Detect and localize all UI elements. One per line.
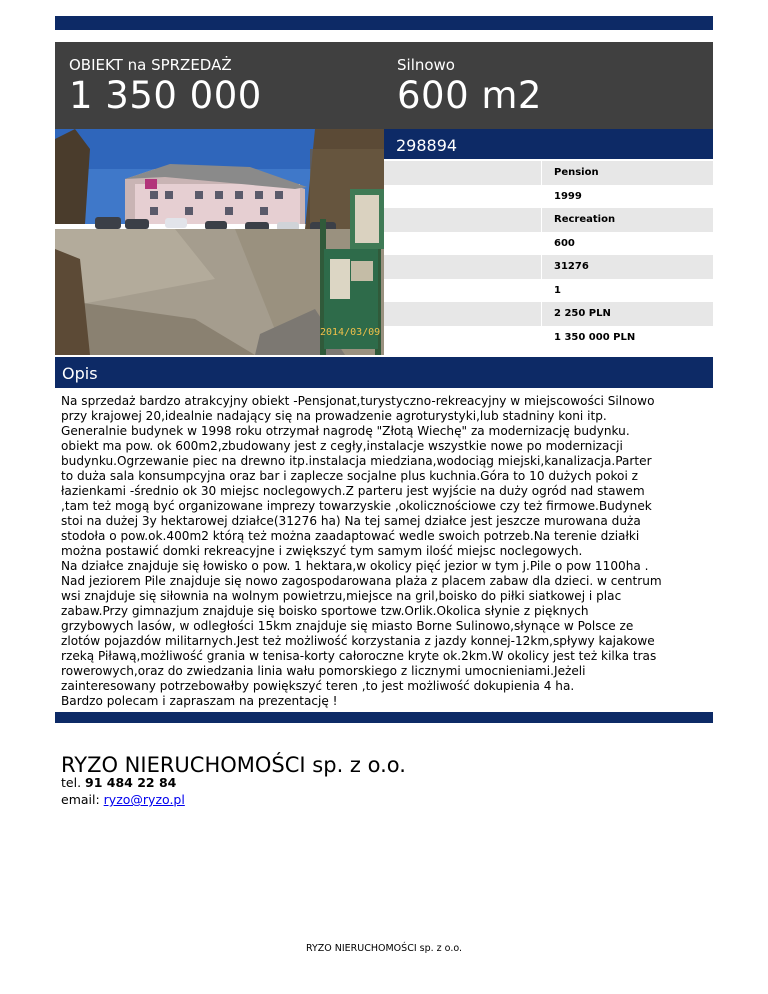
spec-row	[384, 255, 713, 279]
top-accent-bar	[55, 16, 713, 30]
spec-row	[384, 326, 713, 350]
agency-name: RYZO NIERUCHOMOŚCI sp. z o.o.	[61, 753, 406, 777]
spec-row	[384, 208, 713, 232]
photo-timestamp: 2014/03/09	[320, 327, 381, 338]
spec-value: 2 250 PLN	[554, 308, 611, 319]
phone-number[interactable]: 91 484 22 84	[85, 775, 177, 790]
page-footer: RYZO NIERUCHOMOŚCI sp. z o.o.	[305, 943, 463, 954]
spec-label-cell	[384, 302, 542, 326]
description-text: Na sprzedaż bardzo atrakcyjny obiekt -Pensjonat,turystyczno-rekreacyjny w miejscowości Silnowo przy krajowej 20,idealnie nadający się na prowadzenie agroturystyki,lub stadniny koni itp. Generalnie budynek w 1998 roku otrzymał nagrodę "Złotą Wiechę" za modernizację budynku. obiekt ma pow. ok 600m2,zbudowany jest z cegły,instalacje wszystkie nowe po modernizacji budynku.Ogrzewanie piec na drewno itp.instalacja miedziana,wodociąg miejski,kanalizacja.Parter to duża sala konsumpcyjna oraz bar i zaplecze socjalne plus kuchnia.Góra to 10 dużych pokoi z łazienkami -średnio ok 30 miejsc noclegowych.Z parteru jest wyjście na duży ogród nad stawem ,tam też mogą być organizowane imprezy towarzyskie ,okolicznościowe czy też firmowe.Budynek stoi na dużej 3y hektarowej działce(31276 ha) Na tej samej działce jest jeszcze murowana duża stodoła o pow.ok.400m2 którą też można zaadaptować wedle swoich potrzeb.Na terenie działki można postawić domki rekreacyjne i zwiększyć tym samym ilość miejsc noclegowych. Na działce znajduje się łowisko o pow. 1 hektara,w okolicy pięć jezior w tym j.Pile o pow 1100ha . Nad jeziorem Pile znajduje się nowo zagospodarowana plaża z placem zabaw dla dzieci. w centrum wsi znajduje się siłownia na wolnym powietrzu,miejsce na gril,boisko do piłki siatkowej i plac zabaw.Przy gimnazjum znajduje się boisko sportowe tzw.Orlik.Okolica słynie z pięknych grzybowych lasów, w odległości 15km znajduje się miasto Borne Sulinowo,słynące w Polsce ze zlotów pojazdów militarnych.Jest też możliwość korzystania z jazdy konnej-12km,spływy kajakowe rzeką Piławą,możliwość grania w tenisa-korty całoroczne kryte ok.2km.W okolicy jest też kilka tras rowerowych,oraz do zwiedzania linia wału pomorskiego z licznymi umocnieniami.Jeżeli zainteresowany potrzebowałby powiększyć teren ,to jest możliwość dokupienia 4 ha. Bardzo polecam i zapraszam na prezentację !	[61, 394, 662, 708]
offer-type: OBIEKT na SPRZEDAŻ	[69, 56, 232, 74]
spec-label-cell	[384, 255, 542, 279]
agency-email	[61, 792, 185, 807]
description-heading-bar	[55, 357, 713, 388]
spec-row	[384, 279, 713, 303]
specs-table	[384, 161, 713, 349]
phone-label: tel.	[61, 775, 82, 790]
spec-row	[384, 161, 713, 185]
spec-row	[384, 302, 713, 326]
spec-value: 1 350 000 PLN	[554, 331, 636, 343]
spec-row	[384, 185, 713, 209]
spec-value: 31276	[554, 261, 589, 272]
price-header	[55, 42, 713, 129]
area-value: 600 m2	[397, 74, 542, 117]
spec-label-cell	[384, 279, 542, 303]
description-title: Opis	[62, 364, 98, 383]
spec-label-cell	[384, 326, 542, 350]
email-label: email:	[61, 792, 100, 807]
spec-row	[384, 232, 713, 256]
bottom-accent-bar	[55, 712, 713, 723]
listing-id-bar	[384, 129, 713, 159]
spec-value: 1999	[554, 190, 582, 202]
spec-value: Recreation	[554, 214, 616, 225]
spec-value: 1	[554, 284, 561, 296]
spec-label-cell	[384, 161, 542, 185]
spec-label-cell	[384, 208, 542, 232]
spec-label-cell	[384, 185, 542, 209]
spec-label-cell	[384, 232, 542, 256]
property-photo	[55, 129, 384, 355]
agency-phone	[61, 775, 176, 790]
spec-value: 600	[554, 237, 575, 249]
price-value: 1 350 000	[69, 74, 262, 117]
location-name: Silnowo	[397, 56, 455, 74]
listing-id: 298894	[396, 136, 458, 155]
spec-value: Pension	[554, 167, 599, 178]
email-link[interactable]: ryzo@ryzo.pl	[103, 792, 185, 807]
